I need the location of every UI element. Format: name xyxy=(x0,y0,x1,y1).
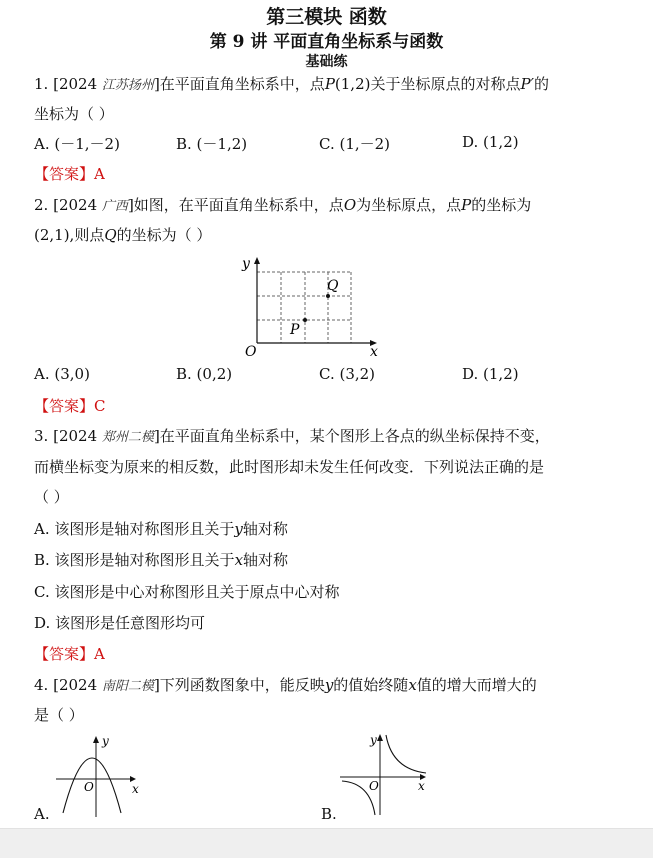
question-source: 南阳二模 xyxy=(101,679,154,694)
question-source: 江苏扬州 xyxy=(101,78,154,93)
q1-option-b: B. (－1,2) xyxy=(176,135,248,153)
q4-option-b-label: B. xyxy=(321,805,337,823)
q2-option-c: C. (3,2) xyxy=(319,365,376,383)
q1-option-c: C. (1,－2) xyxy=(319,135,391,153)
origin-label: O xyxy=(245,344,257,360)
question-3-line-3: （ ） xyxy=(34,488,69,506)
point-q-label: Q xyxy=(327,278,339,294)
question-3-line-2: 而横坐标变为原来的相反数，此时图形却未发生任何改变．下列说法正确的是 xyxy=(34,458,545,476)
q3-answer: 【答案】A xyxy=(34,645,105,663)
q2-option-b: B. (0,2) xyxy=(176,365,233,383)
q4-graph-b xyxy=(336,731,432,817)
question-source: 郑州二模 xyxy=(101,430,154,445)
x-axis-label: x xyxy=(418,779,425,793)
question-number: 3. xyxy=(34,427,49,445)
q1-answer: 【答案】A xyxy=(34,165,105,183)
module-title: 第三模块 函数 xyxy=(266,6,387,28)
question-2-line-2: (2,1),则点Q的坐标为（ ） xyxy=(34,226,212,244)
question-number: 1. xyxy=(34,75,49,93)
question-number: 4. xyxy=(34,676,49,694)
q1-option-a: A. (－1,－2) xyxy=(34,135,120,153)
q3-option-a: A. 该图形是轴对称图形且关于y轴对称 xyxy=(34,520,288,538)
q3-option-b: B. 该图形是轴对称图形且关于x轴对称 xyxy=(34,551,289,569)
question-number: 2. xyxy=(34,196,49,214)
q2-option-a: A. (3,0) xyxy=(34,365,90,383)
q1-option-d: D. (1,2) xyxy=(462,133,519,151)
x-axis-label: x xyxy=(132,782,139,796)
q2-option-d: D. (1,2) xyxy=(462,365,519,383)
lesson-title: 第 9 讲 平面直角坐标系与函数 xyxy=(209,32,444,52)
question-2: 2. [2024 广西]如图，在平面直角坐标系中，点O为坐标原点，点P的坐标为 xyxy=(34,196,532,214)
point-p-label: P xyxy=(290,322,300,338)
origin-label: O xyxy=(84,780,94,794)
y-axis-label: y xyxy=(242,256,250,272)
q2-answer: 【答案】C xyxy=(34,397,106,415)
question-1: 1. [2024 江苏扬州]在平面直角坐标系中，点P(1,2)关于坐标原点的对称点P′的 xyxy=(34,75,549,93)
q3-option-c: C. 该图形是中心对称图形且关于原点中心对称 xyxy=(34,583,340,601)
y-axis-label: y xyxy=(370,733,377,747)
section-title: 基础练 xyxy=(305,54,348,70)
question-source: 广西 xyxy=(101,199,128,214)
viewer-bottom-bar xyxy=(0,828,653,858)
origin-label: O xyxy=(369,779,379,793)
q4-graph-a xyxy=(54,733,146,817)
question-4: 4. [2024 南阳二模]下列函数图象中，能反映y的值始终随x值的增大而增大的 xyxy=(34,676,537,694)
y-axis-label: y xyxy=(102,734,109,748)
q3-option-d: D. 该图形是任意图形均可 xyxy=(34,614,206,632)
q2-coordinate-figure xyxy=(236,252,384,360)
question-1-line-2: 坐标为（ ） xyxy=(34,105,114,123)
question-4-line-2: 是（ ） xyxy=(34,706,84,724)
question-3: 3. [2024 郑州二模]在平面直角坐标系中，某个图形上各点的纵坐标保持不变， xyxy=(34,427,550,445)
q4-option-a-label: A. xyxy=(34,805,50,823)
x-axis-label: x xyxy=(370,344,378,360)
